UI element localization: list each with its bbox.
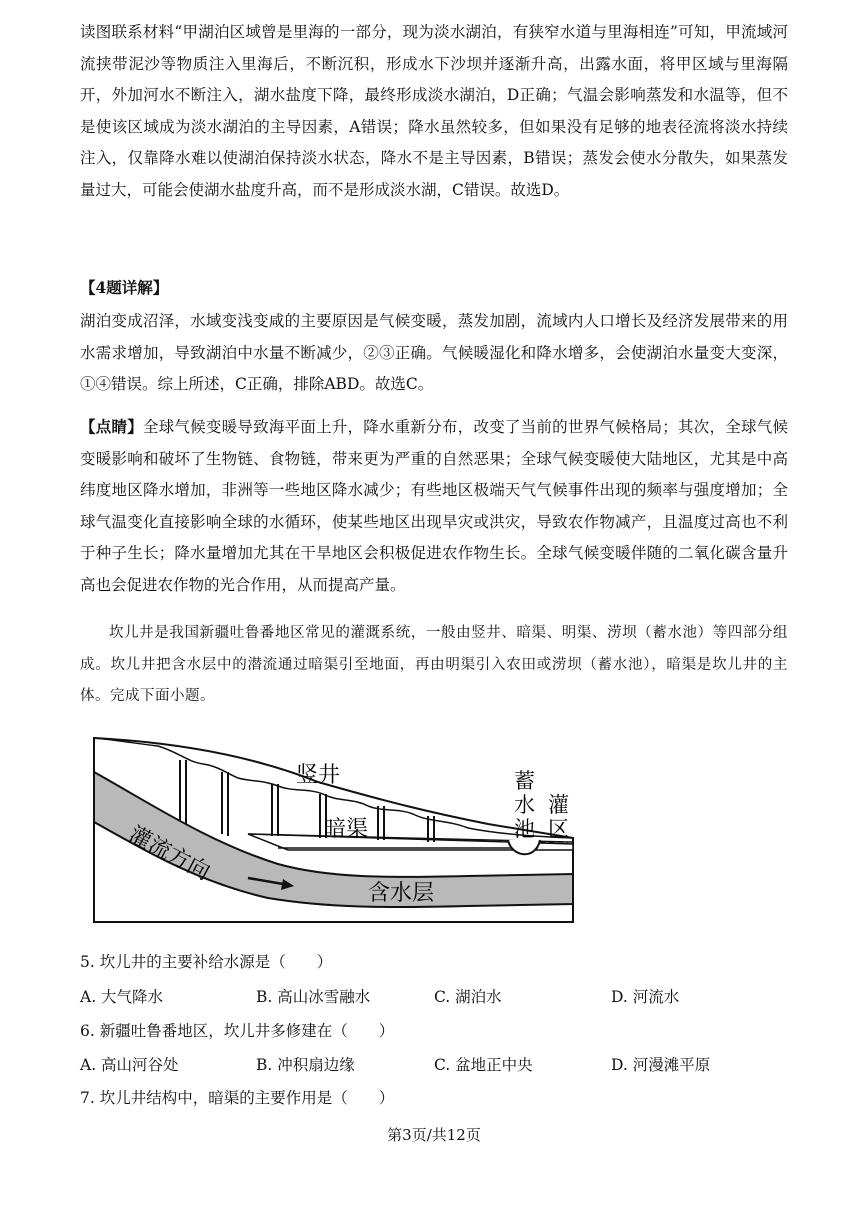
label-channel: 暗渠	[324, 817, 369, 842]
paragraph-3-explanation: 读图联系材料“甲湖泊区域曾是里海的一部分，现为淡水湖泊，有狭窄水道与里海相连”可知，甲流域河流挟带泥沙等物质注入里海后，不断沉积，形成水下沙坝并逐渐升高，出露水面，将甲区域与里海隔开，外加河水不断注入，湖水盐度下降，最终形成淡水湖泊，D正确；气温会影响蒸发和水温等，但不是使该区域成为淡水湖泊的主导因素，A错误；降水虽然较多，但如果没有足够的地表径流将淡水持续注入，仅靠降水难以使湖泊保持淡水状态，降水不是主导因素，B错误；蒸发会使水分散失，如果蒸发量过大，可能会使湖水盐度升高，而不是形成淡水湖，C错误。故选D。	[80, 23, 788, 199]
label-aquifer: 含水层	[368, 881, 435, 906]
label-shaft: 竖井	[296, 763, 341, 788]
paragraph-tips	[80, 411, 788, 601]
tips-text: 全球气候变暖导致海平面上升，降水重新分布，改变了当前的世界气候格局；其次，全球气候变暖影响和破坏了生物链、食物链，带来更为严重的自然恶果；全球气候变暖使大陆地区，尤其是中高纬度地区降水增加，非洲等一些地区降水减少；有些地区极端天气气候事件出现的频率与强度增加；全球气温变化直接影响全球的水循环，使某些地区出现旱灾或洪灾，导致农作物减产，且温度过高也不利于种子生长；降水量增加尤其在干旱地区会积极促进农作物生长。全球气候变暖伴随的二氧化碳含量升高也会促进农作物的光合作用，从而提高产量。	[80, 418, 788, 594]
q4-heading: 【4题详解】	[80, 278, 169, 297]
label-pool-1: 蓄	[514, 769, 535, 793]
q5-option-c[interactable]: C. 湖泊水	[434, 988, 502, 1006]
q6-option-d[interactable]: D. 河漫滩平原	[611, 1056, 711, 1074]
q6-option-c[interactable]: C. 盆地正中央	[434, 1056, 533, 1074]
q6-option-a[interactable]: A. 高山河谷处	[80, 1056, 179, 1074]
question-6-stem: 6. 新疆吐鲁番地区，坎儿井多修建在（ ）	[80, 1022, 395, 1040]
q6-option-b[interactable]: B. 冲积扇边缘	[256, 1056, 355, 1074]
karez-diagram	[88, 732, 578, 926]
tips-label: 【点睛】	[80, 417, 143, 436]
paragraph-karez-intro: 坎儿井是我国新疆吐鲁番地区常见的灌溉系统，一般由竖井、暗渠、明渠、涝坝（蓄水池）等四部分组成。坎儿井把含水层中的潜流通过暗渠引至地面，再由明渠引入农田或涝坝（蓄水池），暗渠是坎儿井的主体。完成下面小题。	[80, 625, 788, 704]
q5-option-b[interactable]: B. 高山冰雪融水	[256, 988, 371, 1006]
question-7-stem: 7. 坎儿井结构中，暗渠的主要作用是（ ）	[80, 1089, 395, 1107]
page-footer: 第3页/共12页	[387, 1126, 481, 1144]
question-5-stem: 5. 坎儿井的主要补给水源是（ ）	[80, 953, 333, 971]
q5-option-d[interactable]: D. 河流水	[611, 988, 680, 1006]
label-pool-2: 水	[514, 793, 535, 817]
label-irrig-1: 灌	[548, 793, 569, 817]
label-irrig-2: 区	[548, 817, 569, 841]
label-direction: 灌流方向	[124, 822, 214, 886]
label-pool-3: 池	[514, 817, 535, 841]
q5-option-a[interactable]: A. 大气降水	[80, 988, 164, 1006]
paragraph-4-explanation: 湖泊变成沼泽，水域变浅变咸的主要原因是气候变暖，蒸发加剧，流域内人口增长及经济发展带来的用水需求增加，导致湖泊中水量不断减少，②③正确。气候暖湿化和降水增多，会使湖泊水量变大变深，①④错误。综上所述，C正确，排除ABD。故选C。	[80, 312, 788, 393]
